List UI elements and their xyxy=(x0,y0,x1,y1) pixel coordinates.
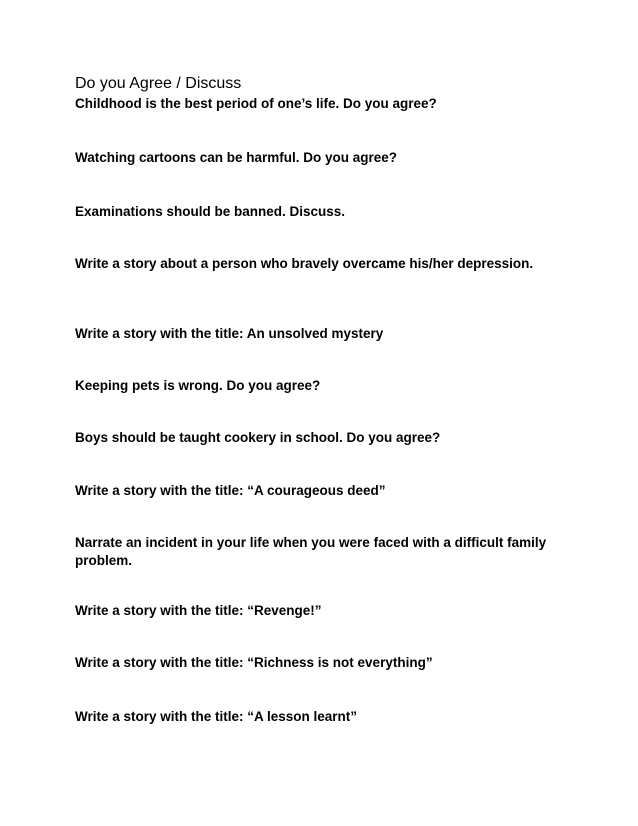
prompt-item: Write a story with the title: An unsolved mystery xyxy=(75,326,384,341)
prompt-item: Childhood is the best period of one’s life. Do you agree? xyxy=(75,96,437,111)
prompt-item: Keeping pets is wrong. Do you agree? xyxy=(75,378,321,393)
prompt-item: Write a story with the title: “A courageous deed” xyxy=(75,483,386,498)
prompt-item: Examinations should be banned. Discuss. xyxy=(75,204,346,219)
prompt-item: Watching cartoons can be harmful. Do you agree? xyxy=(75,150,398,165)
prompt-item: Write a story with the title: “Richness is not everything” xyxy=(75,655,433,670)
prompt-item: Write a story about a person who bravely overcame his/her depression. xyxy=(75,256,534,271)
prompt-item: Boys should be taught cookery in school. Do you agree? xyxy=(75,430,441,445)
prompt-item: Write a story with the title: “A lesson learnt” xyxy=(75,709,358,724)
prompt-item: Narrate an incident in your life when you were faced with a difficult family problem. xyxy=(75,535,547,568)
prompt-item: Write a story with the title: “Revenge!” xyxy=(75,603,322,618)
page-title: Do you Agree / Discuss xyxy=(75,75,242,92)
